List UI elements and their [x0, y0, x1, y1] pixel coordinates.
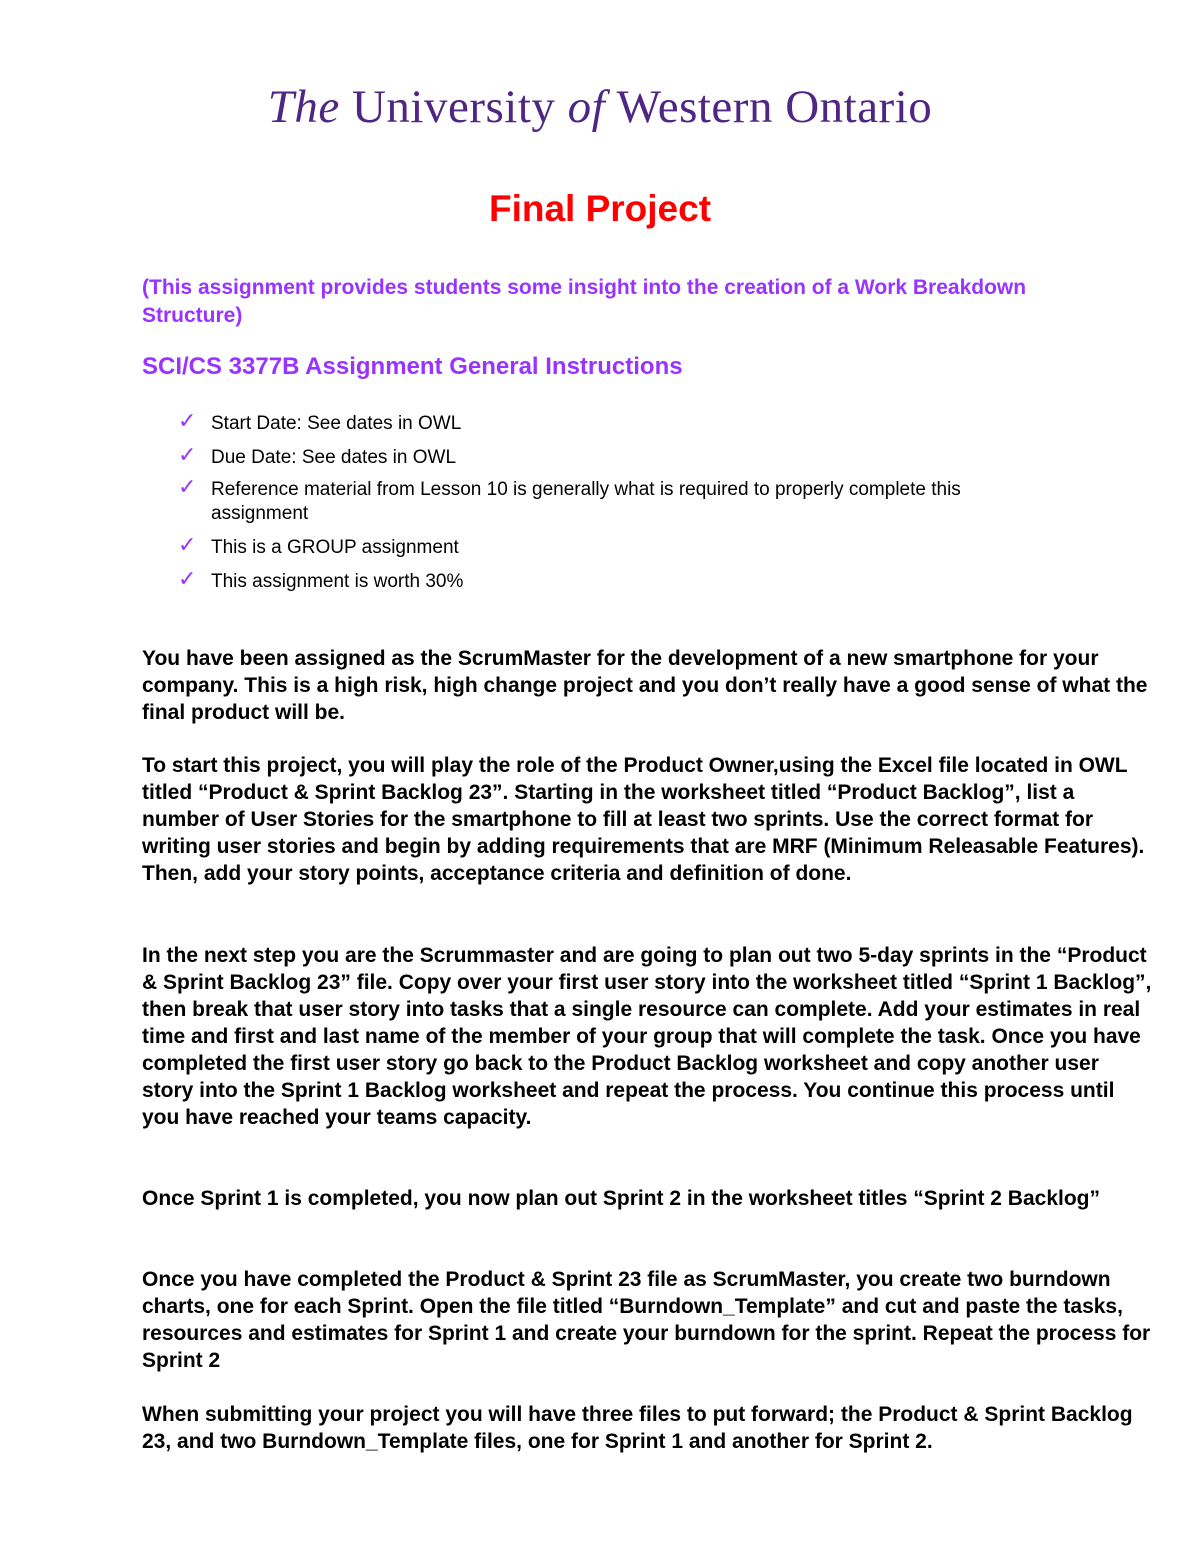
paragraph-product-owner: To start this project, you will play the role of the Product Owner,using the Excel file located in OWL titled “Product & Sprint Backlog 23”. Starting in the worksheet titled “Product Backlog”, list a number of User Stories for the smartphone to fill at least two sprints. Use the correct format for writing user stories and begin by adding requirements that are MRF (Minimum Releasable Features). Then, add your story points, acceptance criteria and definition of done. [142, 754, 1145, 885]
logo-word-university: University [351, 81, 556, 133]
checkmark-icon: ✓ [178, 408, 197, 433]
checklist-item-text: Due Date: See dates in OWL [211, 447, 457, 468]
checklist-item-text: This assignment is worth 30% [211, 571, 464, 592]
paragraph-sprint-2: Once Sprint 1 is completed, you now plan out Sprint 2 in the worksheet titles “Sprint 2 Backlog” [142, 1187, 1100, 1210]
paragraph-submission: When submitting your project you will have three files to put forward; the Product & Sprint Backlog 23, and two Burndown_Template files, one for Sprint 1 and another for Sprint 2. [142, 1403, 1133, 1453]
checklist-item-text: This is a GROUP assignment [211, 537, 459, 558]
paragraph-scrummaster-role: You have been assigned as the ScrumMaster for the development of a new smartphone for your company. This is a high risk, high change project and you don’t really have a good sense of what the final product will be. [142, 647, 1148, 724]
logo-word-the: The [267, 81, 340, 133]
checklist-item [178, 408, 1058, 436]
logo-word-western-ontario: Western Ontario [616, 81, 933, 133]
checkmark-icon: ✓ [178, 532, 197, 557]
page-title: Final Project [488, 188, 712, 229]
checklist-item-text: Reference material from Lesson 10 is generally what is required to properly complete this assignment [211, 479, 961, 524]
checklist-item [178, 442, 1058, 470]
checklist-item [178, 474, 1058, 526]
checklist-item-text: Start Date: See dates in OWL [211, 413, 462, 434]
university-logo [0, 80, 1200, 134]
checkmark-icon: ✓ [178, 474, 197, 499]
checklist-item [178, 532, 1058, 560]
section-heading: SCI/CS 3377B Assignment General Instructions [142, 353, 683, 380]
instructions-checklist [178, 408, 1058, 604]
checkmark-icon: ✓ [178, 442, 197, 467]
logo-word-of: of [567, 81, 606, 133]
paragraph-burndown: Once you have completed the Product & Sprint 23 file as ScrumMaster, you create two burndown charts, one for each Sprint. Open the file titled “Burndown_Template” and cut and paste the tasks, resources and estimates for Sprint 1 and create your burndown for the sprint. Repeat the process for Sprint 2 [142, 1268, 1151, 1372]
checklist-item [178, 566, 1058, 594]
intro-note: (This assignment provides students some insight into the creation of a Work Breakdown Structure) [142, 276, 1027, 327]
checkmark-icon: ✓ [178, 566, 197, 591]
paragraph-sprint-planning: In the next step you are the Scrummaster and are going to plan out two 5-day sprints in the “Product & Sprint Backlog 23” file. Copy over your first user story into the worksheet titled “Sprint 1 Backlog”, then break that user story into tasks that a single resource can complete. Add your estimates in real time and first and last name of the member of your group that will complete the task. Once you have completed the first user story go back to the Product Backlog worksheet and copy another user story into the Sprint 1 Backlog worksheet and repeat the process. You continue this process until you have reached your teams capacity. [142, 944, 1152, 1129]
